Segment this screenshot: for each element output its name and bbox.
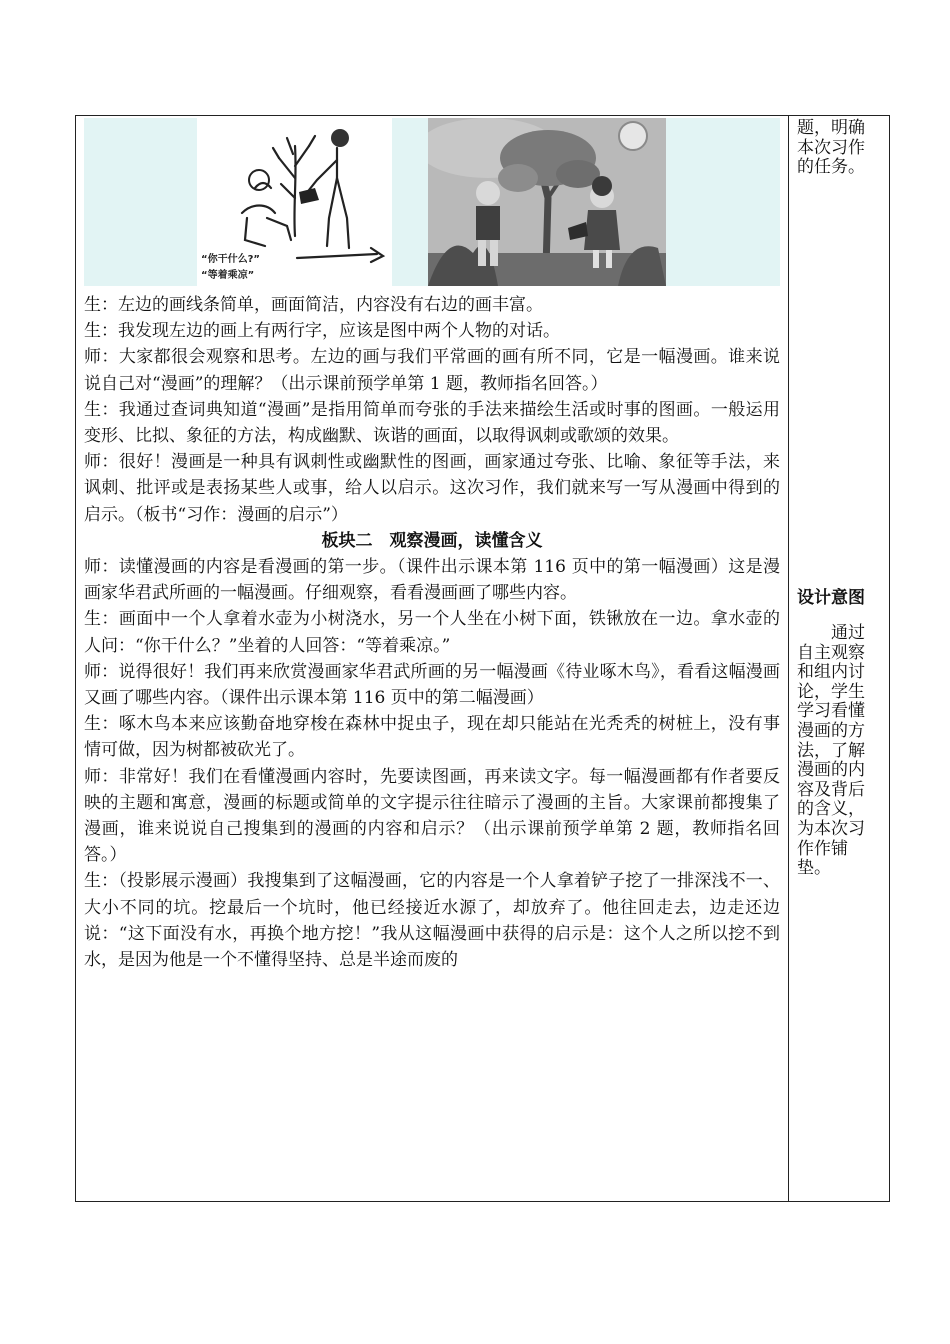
paragraph-5: 师：很好！漫画是一种具有讽刺性或幽默性的图画，画家通过夸张、比喻、象征等手法，来讽刺、批评或是表扬某些人或事，给人以启示。这次习作，我们就来写一写从漫画中得到的启示。（板书“习作：漫画的启示”） [84,452,780,525]
watering-picture [428,118,666,286]
paragraph-4: 生：我通过查词典知道“漫画”是指用简单而夸张的手法来描绘生活或时事的图画。一般运用变形、比拟、象征的方法，构成幽默、诙谐的画面，以取得讽刺或歌颂的效果。 [84,399,780,447]
paragraph-10: 师：非常好！我们在看懂漫画内容时，先要读图画，再来读文字。每一幅漫画都有作者要反映的主题和寓意，漫画的标题或简单的文字提示往往暗示了漫画的主旨。大家课前都搜集了漫画，谁来说说自己搜集到的漫画的内容和启示？（出示课前预学单第 2 题，教师指名回答。） [84,766,780,866]
table-bottom-border [75,1201,890,1202]
section-heading: 板块二 观察漫画，读懂含义 [321,530,543,551]
column-divider [788,115,789,1202]
paragraph-11: 生：（投影展示漫画）我搜集到了这幅漫画，它的内容是一个人拿着铲子挖了一排深浅不一、大小不同的坑。挖最后一个坑时，他已经接近水源了，却放弃了。他往回走去，边走还边说：“这下面没有水，再换个地方挖！”我从这幅漫画中获得的启示是：这个人之所以挖不到水，是因为他是一个不懂得坚持、总是半途而废的 [84,871,780,971]
paragraph-2: 生：我发现左边的画上有两行字，应该是图中两个人物的对话。 [84,321,560,342]
paragraph-6: 师：读懂漫画的内容是看漫画的第一步。（课件出示课本第 116 页中的第一幅漫画）这是漫画家华君武所画的一幅漫画。仔细观察，看看漫画画了哪些内容。 [84,557,780,604]
sidebar-note-top: 题，明确本次习作的任务。 [797,118,865,178]
cartoon-caption-answer: “等着乘凉” [201,270,255,281]
paragraph-8: 师：说得很好！我们再来欣赏漫画家华君武所画的另一幅漫画《待业啄木鸟》，看看这幅漫画又画了哪些内容。（课件出示课本第 116 页中的第二幅漫画） [84,661,780,709]
design-intent-body: 通过自主观察和组内讨论，学生学习看懂漫画的方法，了解漫画的内容及背后的含义，为本次习作作铺垫。 [797,623,865,879]
cartoon-waiting-for-shade [197,118,392,286]
paragraph-7: 生：画面中一个人拿着水壶为小树浇水，另一个人坐在小树下面，铁锹放在一边。拿水壶的人问：“你干什么？”坐着的人回答：“等着乘凉。” [84,609,780,656]
lesson-transcript [84,292,780,973]
paragraph-1: 生：左边的画线条简单，画面简洁，内容没有右边的画丰富。 [84,295,543,315]
paragraph-3: 师：大家都很会观察和思考。左边的画与我们平常画的画有所不同，它是一幅漫画。谁来说说自己对“漫画”的理解？（出示课前预学单第 1 题，教师指名回答。） [84,347,780,394]
design-intent-title: 设计意图 [797,588,865,608]
cartoon-caption-question: “你干什么?” [201,254,260,265]
illustration-strip [84,118,780,286]
paragraph-9: 生：啄木鸟本来应该勤奋地穿梭在森林中捉虫子，现在却只能站在光秃秃的树桩上，没有事情可做，因为树都被砍光了。 [84,714,780,761]
picture-children-watering-tree [428,118,666,286]
